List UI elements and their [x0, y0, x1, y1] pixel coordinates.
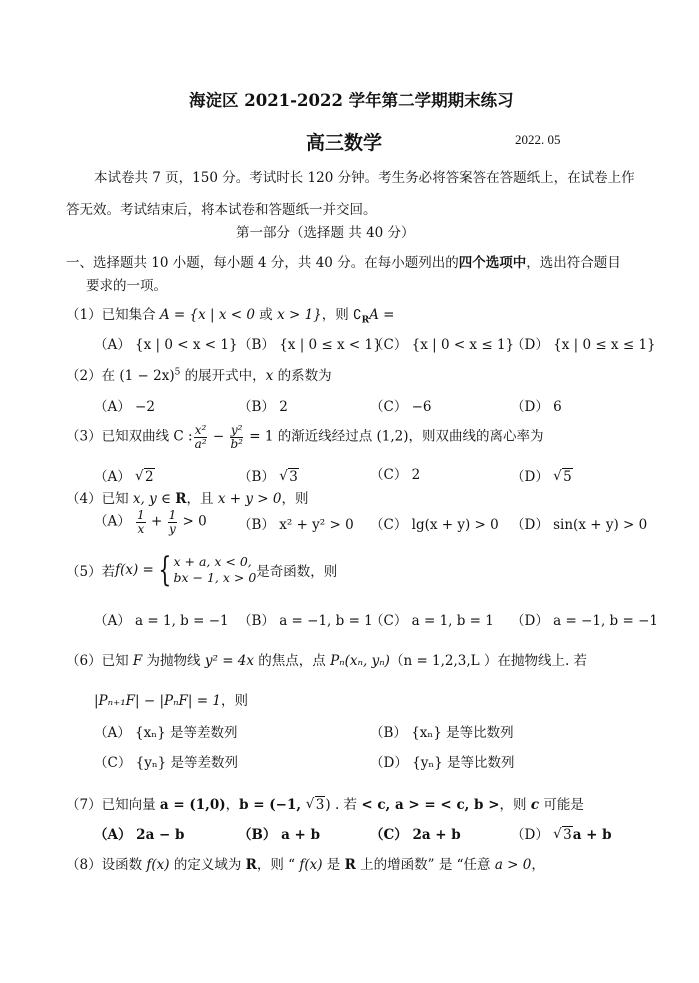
q8-R: R	[245, 857, 257, 873]
q2-option-d[interactable]: （D） 6	[511, 399, 562, 415]
q1-text-b: ，则	[321, 307, 354, 323]
gt: > 0	[178, 513, 207, 530]
q2-exponent: 5	[174, 367, 181, 378]
q7-option-a[interactable]: （A） 2a − b	[94, 827, 185, 843]
q8-text-d: 是	[322, 857, 345, 873]
sqrt-icon	[135, 469, 155, 485]
q2-option-c[interactable]: （C） −6	[370, 399, 432, 415]
q1-or: 或	[254, 307, 278, 323]
vector-c: c	[530, 797, 540, 813]
q7-option-d[interactable]	[511, 823, 612, 843]
q3-option-b[interactable]	[238, 465, 299, 485]
question-number: （8）	[66, 857, 102, 873]
section-heading	[66, 251, 621, 271]
question-number: （5）	[66, 564, 102, 580]
option-label: （D）	[511, 469, 554, 485]
q8-f: f(x)	[146, 857, 170, 873]
plus: +	[146, 513, 167, 530]
complement-symbol: ∁	[353, 307, 362, 323]
question-number: （1）	[66, 307, 102, 323]
exam-date: 2022. 05	[515, 132, 561, 147]
section-text-c: ，选出符合题目	[526, 255, 621, 271]
q3-minus: −	[208, 428, 229, 445]
q4-cond: x + y > 0	[217, 491, 282, 507]
frac-denominator: y	[169, 521, 176, 536]
q4-vars: x, y ∈	[132, 491, 176, 507]
exam-subject: 高三数学	[306, 132, 383, 154]
sqrt-icon	[553, 469, 573, 485]
question-8-stem	[66, 853, 545, 873]
q1-option-a[interactable]: （A） {x | 0 < x < 1}	[94, 337, 238, 353]
q8-text-c: ，则 “	[256, 857, 300, 873]
q5-option-a[interactable]: （A） a = 1, b = −1	[94, 613, 229, 629]
section-text-a: 一、选择题共 10 小题，每小题 4 分，共 40 分。在每小题列出的	[66, 255, 459, 271]
option-label: （A）	[94, 469, 136, 485]
radicand: 3	[289, 469, 298, 485]
q4-option-c[interactable]: （C） lg(x + y) > 0	[370, 517, 499, 533]
q2-text-b: 的展开式中，	[180, 368, 266, 384]
q5-text-a: 若	[101, 564, 116, 580]
q3-option-c[interactable]: （C） 2	[370, 467, 421, 483]
q6-text-d: （n = 1,2,3,L ）在抛物线上. 若	[389, 653, 588, 669]
question-5-stem	[66, 550, 338, 590]
q7-text-d: 可能是	[539, 797, 584, 813]
q2-option-a[interactable]: （A） −2	[94, 399, 155, 415]
exam-title: 海淀区 2021-2022 学年第二学期期末练习	[189, 91, 514, 110]
q3-option-d[interactable]	[511, 465, 573, 485]
question-number: （7）	[66, 797, 102, 813]
q1-set: A = {x | x < 0	[159, 307, 255, 323]
q7-option-b[interactable]: （B） a + b	[238, 827, 321, 843]
question-1-stem	[66, 303, 394, 326]
q2-text-c: 的系数为	[273, 368, 332, 384]
q6-point: Pₙ(xₙ, yₙ)	[330, 653, 390, 669]
q7-text-c: ，则	[499, 797, 531, 813]
q6-option-a[interactable]: （A） {xₙ} 是等差数列	[94, 725, 238, 741]
q6-option-d[interactable]: （D） {yₙ} 是等比数列	[370, 755, 515, 771]
left-brace-icon: {	[158, 550, 172, 590]
fraction-x-over-a	[194, 424, 208, 450]
fraction-y-over-b	[229, 424, 244, 450]
part-heading: 第一部分（选择题 共 40 分）	[236, 225, 415, 241]
q5-f: f(x) =	[115, 562, 154, 578]
q5-text-b: 是奇函数，则	[256, 564, 338, 580]
frac-denominator: x	[137, 521, 145, 536]
q6-condition	[94, 689, 248, 709]
q3-text-a: 已知双曲线 C :	[101, 428, 193, 445]
vector-a: a = (1,0)	[159, 797, 226, 813]
radicand: 5	[563, 469, 572, 485]
q6-text-e: ，则	[220, 693, 248, 709]
frac-numerator: 1	[168, 508, 177, 522]
case-1: x + a, x < 0,	[173, 553, 252, 569]
radicand: 2	[145, 469, 154, 485]
instructions-line-2: 答无效。考试结束后，将本试卷和答题纸一并交回。	[66, 202, 377, 218]
q5-option-c[interactable]: （C） a = 1, b = 1	[370, 613, 494, 629]
q6-cond: |Pₙ₊₁F| − |PₙF| = 1	[94, 693, 221, 709]
frac-numerator: x²	[194, 423, 207, 437]
q8-text-e: 上的增函数” 是 “任意	[355, 857, 495, 873]
question-number: （2）	[66, 368, 102, 384]
q7-comma: ，	[225, 797, 240, 813]
q1-tail: A =	[369, 307, 395, 323]
question-2-stem	[66, 364, 332, 384]
sqrt-icon	[306, 797, 326, 813]
fraction-1-over-x	[136, 509, 146, 535]
piecewise-function	[66, 550, 338, 590]
q8-cond: a > 0	[494, 857, 532, 873]
section-heading-line-2: 要求的一项。	[86, 278, 167, 294]
q7-paren: )	[325, 797, 331, 813]
q2-expr: (1 − 2x)	[119, 368, 175, 384]
q2-option-b[interactable]: （B） 2	[238, 399, 288, 415]
question-6-stem	[66, 649, 587, 669]
q8-text-a: 设函数	[101, 857, 147, 873]
q3-text-b: 的渐近线经过点 (1,2)，则双曲线的离心率为	[273, 428, 544, 445]
q4-text-c: ，则	[281, 491, 309, 507]
instructions-line-1: 本试卷共 7 页，150 分。考试时长 120 分钟。考生务必将答案答在答题纸上，在试卷上作	[94, 170, 635, 186]
q6-F: F	[132, 653, 143, 669]
frac-numerator: y²	[230, 423, 243, 437]
q8-text-b: 的定义域为	[169, 857, 246, 873]
question-7-stem	[66, 793, 584, 813]
piecewise-cases	[173, 554, 256, 587]
question-3-stem	[66, 424, 544, 450]
frac-numerator: 1	[137, 508, 145, 522]
q1-option-d[interactable]: （D） {x | 0 ≤ x ≤ 1}	[511, 337, 656, 353]
fraction-1-over-y	[168, 509, 178, 535]
q1-set-2: x > 1}	[277, 307, 322, 323]
q6-text-a: 已知	[101, 653, 133, 669]
q4-option-b[interactable]: （B） x² + y² > 0	[238, 517, 354, 533]
q6-option-b[interactable]: （B） {xₙ} 是等比数列	[370, 725, 514, 741]
option-label: （B）	[238, 469, 280, 485]
q6-parabola: y² = 4x	[204, 653, 254, 669]
q4-option-a[interactable]	[94, 509, 207, 535]
q5-option-b[interactable]: （B） a = −1, b = 1	[238, 613, 373, 629]
radicand: 3	[315, 797, 325, 813]
question-number: （6）	[66, 653, 102, 669]
q7-opt-d-tail: a + b	[572, 827, 612, 843]
q6-option-c[interactable]: （C） {yₙ} 是等差数列	[94, 755, 239, 771]
q2-var: x	[265, 368, 274, 384]
question-4-stem	[66, 487, 308, 507]
q4-R: R	[175, 491, 187, 507]
q4-text-a: 已知	[101, 491, 133, 507]
q7-cond: < c, a > = < c, b >	[361, 797, 500, 813]
q5-option-d[interactable]: （D） a = −1, b = −1	[511, 613, 658, 629]
question-number: （3）	[66, 428, 102, 445]
question-number: （4）	[66, 491, 102, 507]
sqrt-icon	[553, 827, 573, 843]
q4-text-b: ，且	[186, 491, 218, 507]
option-label: （A）	[94, 513, 136, 530]
q7-text-a: 已知向量	[101, 797, 160, 813]
section-text-bold: 四个选项中	[458, 255, 527, 271]
q1-text-a: 已知集合	[101, 307, 160, 323]
q8-R2: R	[344, 857, 356, 873]
q1-option-b[interactable]: （B） {x | 0 ≤ x < 1}	[238, 337, 382, 353]
q7-text-b: . 若	[330, 797, 362, 813]
q6-text-b: 为抛物线	[142, 653, 205, 669]
radicand: 3	[563, 827, 572, 843]
q8-text-f: ，	[531, 857, 545, 873]
frac-denominator: b²	[230, 436, 243, 451]
option-label: （D）	[511, 827, 554, 843]
q7-option-c[interactable]: （C） 2a + b	[370, 827, 461, 843]
q6-text-c: 的焦点，点	[254, 653, 331, 669]
case-2: bx − 1, x > 0	[173, 570, 257, 585]
q3-option-a[interactable]	[94, 465, 155, 485]
sqrt-icon	[279, 469, 299, 485]
q1-option-c[interactable]: （C） {x | 0 < x ≤ 1}	[370, 337, 515, 353]
vector-b: b = (−1,	[239, 797, 306, 813]
q2-text-a: 在	[101, 368, 120, 384]
frac-denominator: a²	[194, 436, 207, 451]
complement-R: R	[361, 315, 370, 326]
q4-option-d[interactable]: （D） sin(x + y) > 0	[511, 517, 648, 533]
q8-f2: f(x)	[299, 857, 323, 873]
q3-eq: = 1	[244, 428, 274, 445]
